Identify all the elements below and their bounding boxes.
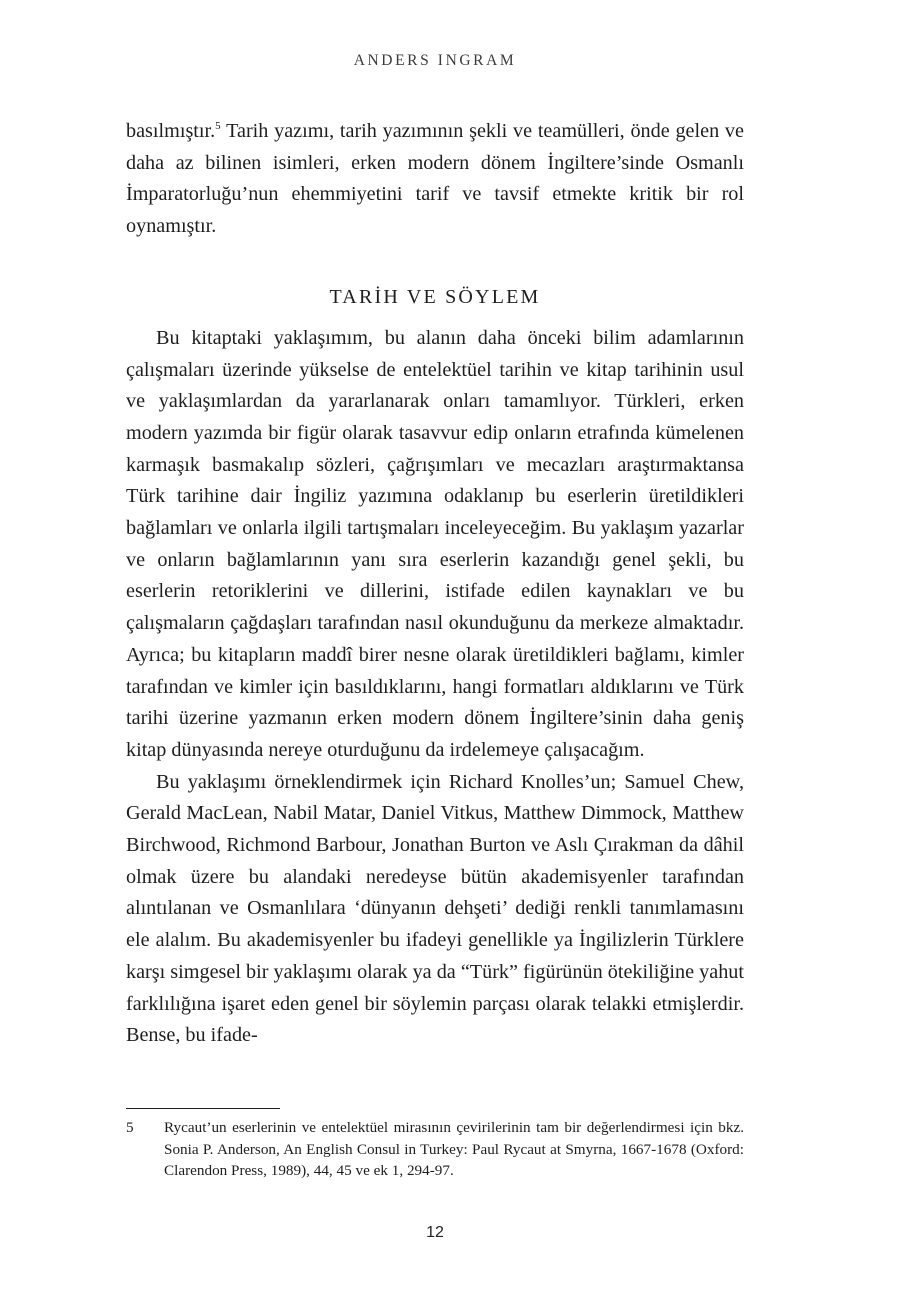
paragraph-continuation [126,116,744,243]
paragraph-continuation-rest: Tarih yazımı, tarih yazımının şekli ve teamülleri, önde gelen ve daha az bilinen isimleri, erken modern dönem İngiltere’sinde Osmanlı İmparatorluğu’nun ehemmiyetini tarif ve tavsif etmekte kritik bir rol oynamıştır. [126,120,744,238]
paragraph-continuation-start: basılmıştır. [126,120,216,142]
section-heading: TARİH VE SÖYLEM [329,285,541,308]
footnote-divider [126,1108,280,1109]
paragraph-example: Bu yaklaşımı örneklendirmek için Richard Knolles’un; Samuel Chew, Gerald MacLean, Nabil Matar, Daniel Vitkus, Matthew Dimmock, Matthew Birchwood, Richmond Barbour, Jonathan Burton ve Aslı Çırakman da dâhil olmak üzere bu alandaki neredeyse bütün akademisyenler tarafından alıntılanan ve Osmanlılara ‘dünyanın dehşeti’ dediği renkli tanımlamasını ele alalım. Bu akademisyenler bu ifadeyi genellikle ya İngilizlerin Türklere karşı simgesel bir yaklaşımı olarak ya da “Türk” figürünün ötekiliğine yahut farklılığına işaret eden genel bir söylemin parçası olarak telakki etmişlerdir. Bense, bu ifade- [126,770,744,1047]
footnote [126,1117,744,1182]
footnote-text: Rycaut’un eserlerinin ve entelektüel mirasının çevirilerinin tam bir değerlendirmesi için bkz. Sonia P. Anderson, An English Consul in Turkey: Paul Rycaut at Smyrna, 1667-1678 (Oxford: Clarendon Press, 1989), 44, 45 ve ek 1, 294-97. [164,1119,744,1179]
page-number: 12 [426,1224,444,1241]
running-header: ANDERS INGRAM [353,52,517,69]
footnote-reference[interactable]: 5 [215,120,221,132]
footnote-number: 5 [126,1119,134,1136]
paragraph-approach: Bu kitaptaki yaklaşımım, bu alanın daha önceki bilim adamlarının çalışmaları üzerinde yükselse de entelektüel tarihin ve kitap tarihinin usul ve yaklaşımlardan da yararlanarak onları tamamlıyor. Türkleri, erken modern yazımda bir figür olarak tasavvur edip onların etrafında kümelenen karmaşık basmakalıp sözleri, çağrışımları ve mecazları araştırmaktansa Türk tarihine dair İngiliz yazımına odaklanıp bu eserlerin üretildikleri bağlamları ve onlarla ilgili tartışmaları inceleyeceğim. Bu yaklaşım yazarlar ve onların bağlamlarının yanı sıra eserlerin kazandığı genel şekli, bu eserlerin retoriklerini ve dillerini, istifade edilen kaynakları ve bu çalışmaların çağdaşları tarafından nasıl okunduğunu da merkeze almaktadır. Ayrıca; bu kitapların maddî birer nesne olarak üretildikleri bağlamı, kimler tarafından ve kimler için basıldıklarını, hangi formatları aldıklarını ve Türk tarihi üzerine yazmanın erken modern dönem İngiltere’sinin daha geniş kitap dünyasında nereye oturduğunu da irdelemeye çalışacağım. [126,326,744,761]
body-text [126,116,744,1052]
